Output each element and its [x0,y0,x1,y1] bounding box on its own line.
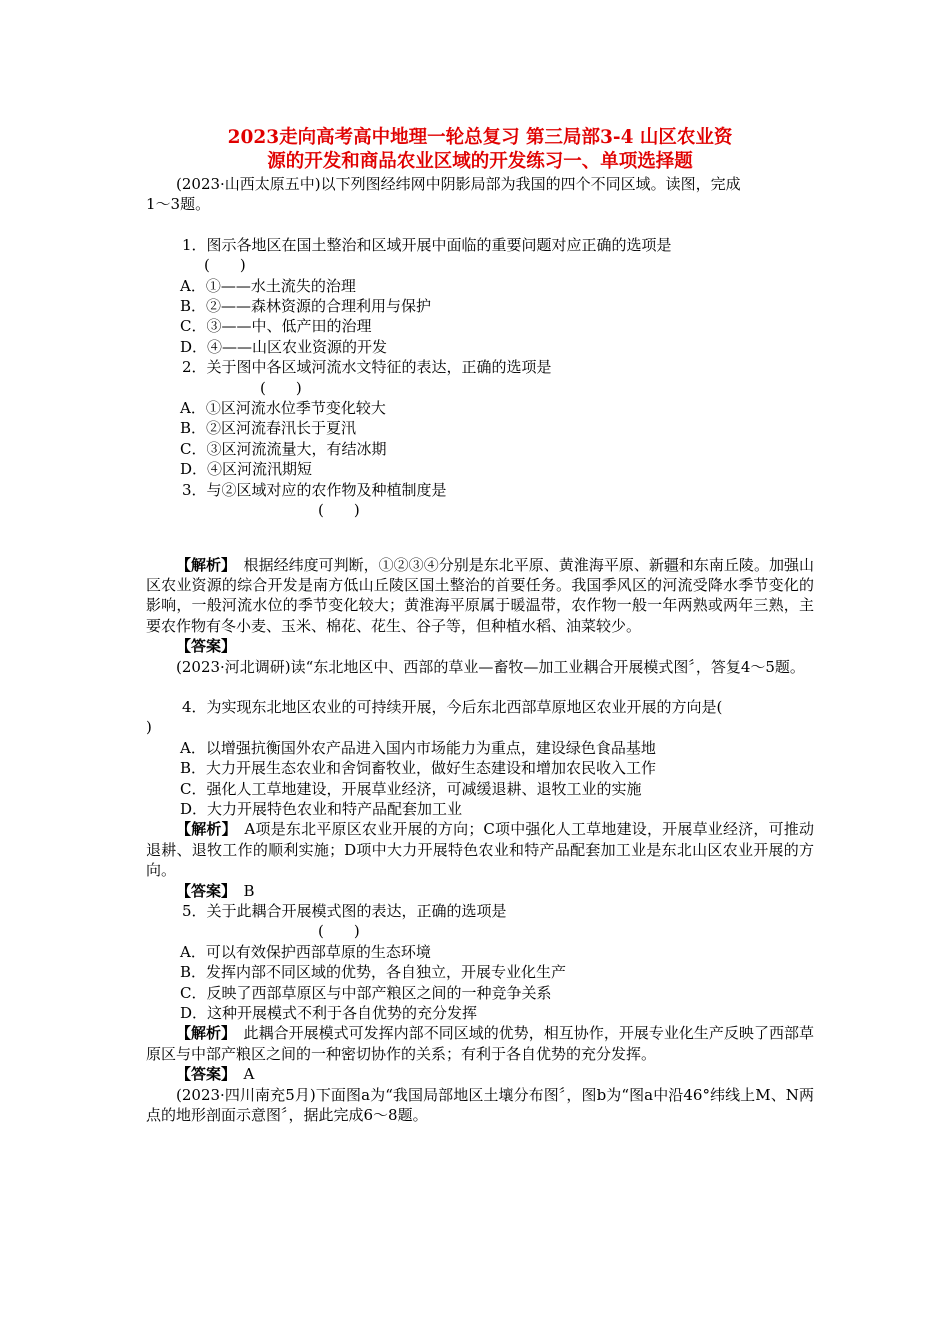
question-5-option-a: A．可以有效保护西部草原的生态环境 [180,942,431,961]
question-2-paren: ( ) [260,378,302,397]
question-1-option-b: B．②——森林资源的合理利用与保护 [180,297,432,316]
analysis-label: 【解析】 [176,820,230,839]
intro-3: (2023·四川南充5月)下面图a为“我国局部地区土壤分布图〞，图b为“图a中沿46°纬线上M、N两点的地形剖面示意图〞，据此完成6～8题。 [146,1085,814,1125]
question-2-option-b: B．②区河流春汛长于夏汛 [180,419,357,438]
question-5-option-c: C．反映了西部草原区与中部产粮区之间的一种竞争关系 [180,983,552,1002]
question-2-option-d: D．④区河流汛期短 [180,460,313,479]
intro-1: (2023·山西太原五中)以下列图经纬网中阴影局部为我国的四个不同区域。读图，完成 [176,175,741,193]
question-1-option-c: C．③——中、低产田的治理 [180,317,372,336]
answer-4: 【答案】 B [176,881,255,900]
analysis-label: 【解析】 [176,1024,229,1043]
question-5-option-d: D．这种开展模式不利于各自优势的充分发挥 [180,1004,478,1023]
answer-label: 【答案】 [176,881,229,900]
title-line-1: 2023走向高考高中地理一轮总复习 第三局部3-4 山区农业资 [227,127,733,148]
question-1-option-a: A．①——水土流失的治理 [180,276,356,295]
analysis-5: 【解析】 此耦合开展模式可发挥内部不同区域的优势，相互协作，开展专业化生产反映了西部草原区与中部产粮区之间的一种密切协作的关系；有利于各自优势的充分发挥。 [146,1024,814,1063]
question-2-option-a: A．①区河流水位季节变化较大 [180,399,386,418]
analysis-1: 【解析】 根据经纬度可判断，①②③④分别是东北平原、黄淮海平原、新疆和东南丘陵。加强山区农业资源的综合开发是南方低山丘陵区国土整治的首要任务。我国季风区的河流受降水季节变化的影响，一般河流水位的季节变化较大；黄淮海平原属于暖温带，农作物一般一年两熟或两年三熟，主要农作物有冬小麦、玉米、棉花、花生、谷子等，但种植水稻、油菜较少。 [146,555,814,635]
analysis-4: 【解析】 A项是东北平原区农业开展的方向；C项中强化人工草地建设，开展草业经济，可推动退耕、退牧工作的顺利实施；D项中大力开展特色农业和特产品配套加工业是东北山区农业开展的方向。 [146,820,814,880]
title-line-2: 源的开发和商品农业区域的开发练习一、单项选择题 [267,151,693,172]
question-5-option-b: B．发挥内部不同区域的优势，各自独立，开展专业化生产 [180,963,567,982]
analysis-label: 【解析】 [176,555,229,574]
intro-2: (2023·河北调研)读“东北地区中、西部的草业—畜牧—加工业耦合开展模式图〞，答复4～5题。 [176,657,805,676]
page-title [146,126,814,174]
question-1-option-d: D．④——山区农业资源的开发 [180,337,388,356]
question-4-option-a: A．以增强抗衡国外农产品进入国内市场能力为重点，建设绿色食品基地 [180,738,656,757]
intro-1-cont: 1～3题。 [146,195,211,214]
document-page [146,126,814,1125]
question-2-option-c: C．③区河流流量大，有结冰期 [180,439,387,458]
question-3-stem: 3．与②区域对应的农作物及种植制度是 [182,480,447,499]
question-4-option-b: B．大力开展生态农业和舍饲畜牧业，做好生态建设和增加农民收入工作 [180,759,657,778]
answer-label: 【答案】 [176,1065,229,1084]
question-4-option-d: D．大力开展特色农业和特产品配套加工业 [180,799,463,818]
question-2-stem: 2．关于图中各区域河流水文特征的表达，正确的选项是 [182,358,552,377]
answer-5: 【答案】 A [176,1065,255,1084]
question-3-paren: ( ) [318,501,360,520]
question-1-paren: ( ) [204,256,246,275]
question-1-stem: 1．图示各地区在国土整治和区域开展中面临的重要问题对应正确的选项是 [182,235,672,254]
question-4-tail: ) [146,718,152,737]
question-4-stem: 4．为实现东北地区农业的可持续开展，今后东北西部草原地区农业开展的方向是( [182,697,723,716]
answer-1 [146,636,814,656]
question-5-paren: ( ) [318,922,360,941]
answer-label: 【答案】 [176,637,237,656]
question-5-stem: 5．关于此耦合开展模式图的表达，正确的选项是 [182,902,507,920]
question-4-option-c: C．强化人工草地建设，开展草业经济，可减缓退耕、退牧工业的实施 [180,779,642,798]
